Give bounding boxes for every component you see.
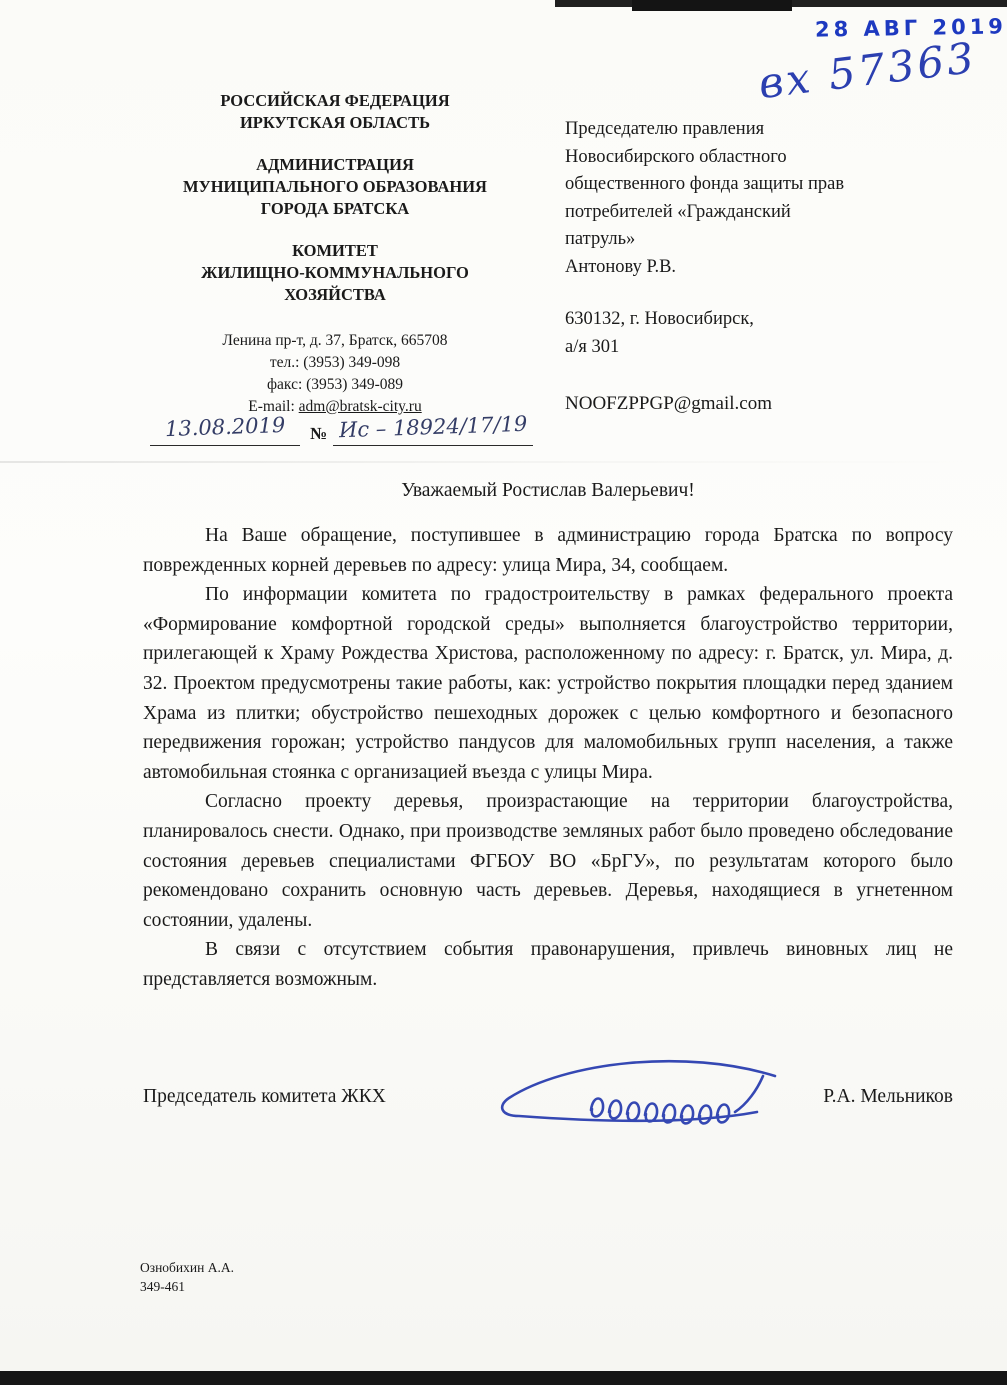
paragraph: По информации комитета по градостроительству в рамках федерального проекта «Формирование комфортной городской среды» выполняется благоустройство территории, прилегающей к Храму Рождества Христова, расположенному по адресу: г. Братск, ул. Мира, д. 32. Проектом предусмотрены такие работы, как: устройство покрытия площадки перед зданием Храма из плитки; обустройство пешеходных дорожек с целью комфортного и безопасного передвижения горожан; устройство пандусов для маломобильных групп населения, а также автомобильная стоянка с организацией въезда с улицы Мира. [143,584,953,783]
addressee-name: Антонову Р.В. [565,256,677,277]
letter-date-handwritten: 13.08.2019 [164,412,286,442]
letterhead-dept-line2: ЖИЛИЩНО-КОММУНАЛЬНОГО [201,263,469,282]
letterhead-org-line2: МУНИЦИПАЛЬНОГО ОБРАЗОВАНИЯ [183,177,487,196]
paragraph: Согласно проекту деревья, произрастающие на территории благоустройства, планировалось снести. Однако, при производстве земляных работ было проведено обследование состояния деревьев специалистами ФГБОУ ВО «БрГУ», по результатам которого было рекомендовано сохранить основную часть деревьев. Деревья, находящиеся в угнетенном состоянии, удалены. [143,791,953,931]
salutation: Уважаемый Ростислав Валерьевич! [401,480,695,501]
letterhead-region: ИРКУТСКАЯ ОБЛАСТЬ [239,113,431,132]
letter-number-handwritten: Ис – 18924/17/19 [338,411,528,443]
letterhead-country: РОССИЙСКАЯ ФЕДЕРАЦИЯ [220,91,450,110]
scan-artifact-bottom-edge [0,1371,1007,1385]
incoming-date-stamp: 28 АВГ 2019 [814,14,1007,42]
incoming-number-handwritten: вх 57363 [755,32,980,109]
addressee-line: общественного фонда защиты прав [565,174,845,194]
paragraph: В связи с отсутствием события правонарушения, привлечь виновных лиц не представляется возможным. [143,939,953,990]
letterhead-country-region [140,90,530,134]
letterhead-organization [140,154,530,220]
addressee-po-box: а/я 301 [565,336,620,357]
letterhead-postal-address: Ленина пр-т, д. 37, Братск, 665708 [222,332,448,349]
signer-name: Р.А. Мельников [823,1086,953,1107]
addressee-line: потребителей «Гражданский [565,201,791,222]
letterhead [140,90,530,418]
addressee-postal-address [565,306,960,361]
addressee-city: 630132, г. Новосибирск, [565,309,754,329]
executor-name: Ознобихин А.А. [140,1260,234,1275]
letterhead-email-link: adm@bratsk-city.ru [298,398,422,415]
letterhead-department [140,240,530,306]
reference-line [150,411,540,446]
letterhead-contacts [140,330,530,418]
letter-number-slot [333,411,533,446]
letterhead-dept-line3: ХОЗЯЙСТВА [284,285,386,304]
executor-phone: 349-461 [140,1279,185,1294]
signer-position: Председатель комитета ЖКХ [143,1086,386,1107]
letterhead-phone: тел.: (3953) 349-098 [269,354,401,371]
letterhead-fax: факс: (3953) 349-089 [267,376,403,393]
executor-block [140,1258,234,1296]
letterhead-org-line3: ГОРОДА БРАТСКА [260,199,410,218]
letter-date-slot [150,412,300,446]
number-sign: № [310,424,328,443]
addressee-email: NOOFZPPGP@gmail.com [565,393,772,414]
letterhead-org-line1: АДМИНИСТРАЦИЯ [256,155,414,174]
addressee-block [565,116,960,418]
letter-body [143,521,953,995]
addressee-line: патруль» [565,229,636,249]
handwritten-signature [495,1046,785,1151]
scan-artifact-top-edge-dark [632,0,792,11]
addressee-line: Новосибирского областного [565,146,787,167]
addressee-line: Председателю правления [565,119,765,139]
letterhead-dept-line1: КОМИТЕТ [292,241,378,260]
paragraph: На Ваше обращение, поступившее в администрацию города Братска по вопросу поврежденных корней деревьев по адресу: улица Мира, 34, сообщаем. [143,525,953,576]
paper-fold-line [0,461,1007,463]
email-label: E-mail: [248,398,299,415]
